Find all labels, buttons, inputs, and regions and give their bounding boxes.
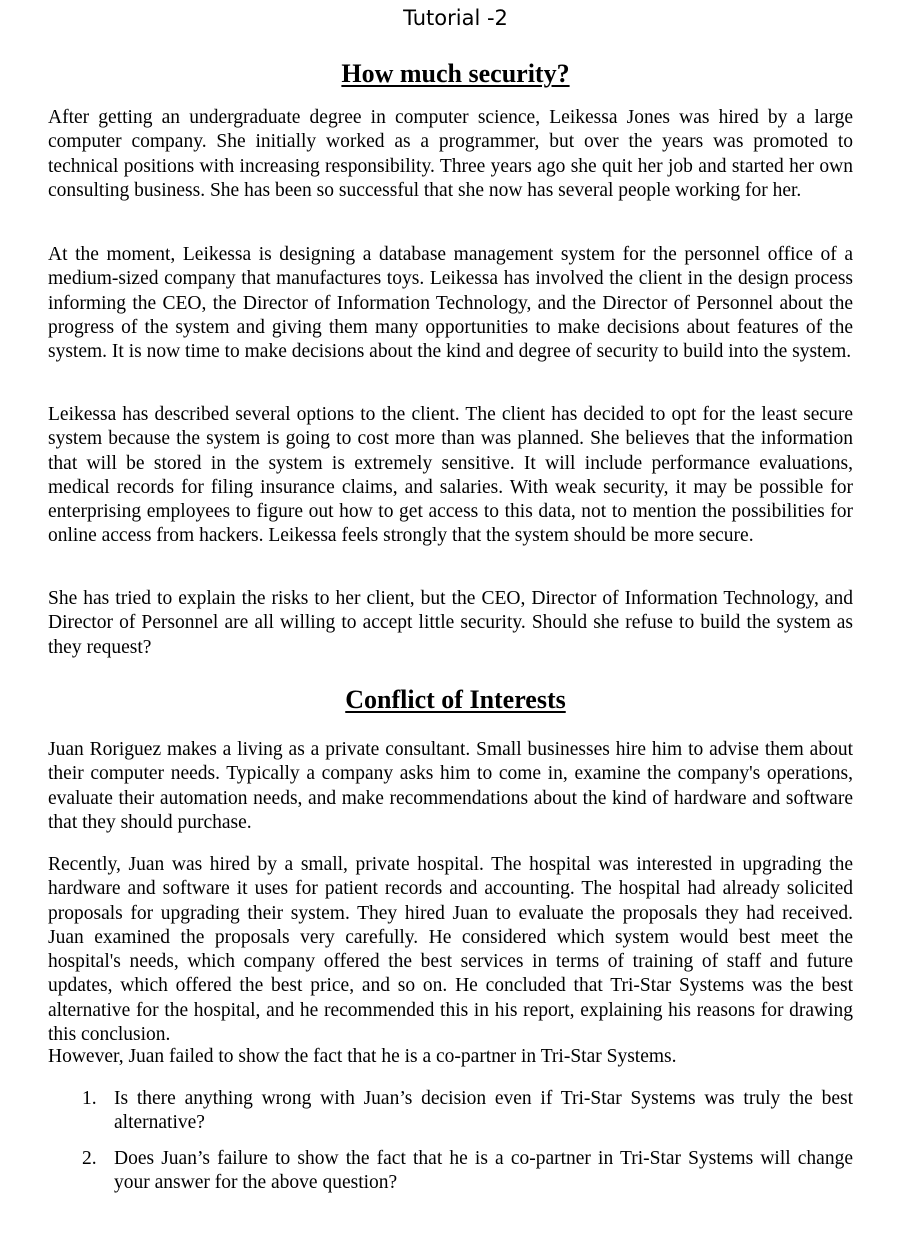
- paragraph: Recently, Juan was hired by a small, private hospital. The hospital was interested in upgrading the hardware and software it uses for patient records and accounting. The hospital had already solicited proposals for upgrading their system. They hired Juan to evaluate the proposals they had received. Juan examined the proposals very carefully. He considered which system would best meet the hospital's needs, which company offered the best services in terms of training of staff and future updates, which offered the best price, and so on. He concluded that Tri-Star Systems was the best alternative for the hospital, and he recommended this in his report, explaining his reasons for drawing this conclusion.: [48, 854, 853, 1046]
- section-heading-security: How much security?: [341, 59, 570, 88]
- paragraph: However, Juan failed to show the fact that he is a co-partner in Tri-Star Systems.: [48, 1046, 677, 1067]
- list-item-number: 1.: [82, 1088, 97, 1109]
- paragraph: At the moment, Leikessa is designing a database management system for the personnel office of a medium-sized company that manufactures toys. Leikessa has involved the client in the design process informing the CEO, the Director of Information Technology, and the Director of Personnel about the progress of the system and giving them many opportunities to make decisions about features of the system. It is now time to make decisions about the kind and degree of security to build into the system.: [48, 244, 853, 363]
- list-item: [48, 1147, 853, 1196]
- list-item-text: Does Juan’s failure to show the fact that he is a co-partner in Tri-Star Systems will change your answer for the above question?: [114, 1147, 853, 1193]
- section-heading-conflict: Conflict of Interests: [345, 685, 566, 714]
- list-item-text: Is there anything wrong with Juan’s decision even if Tri-Star Systems was truly the best alternative?: [114, 1088, 853, 1134]
- list-item-number: 2.: [82, 1147, 97, 1169]
- questions-list: [48, 1087, 853, 1206]
- paragraph: Juan Roriguez makes a living as a private consultant. Small businesses hire him to advise them about their computer needs. Typically a company asks him to come in, examine the company's operations, evaluate their automation needs, and make recommendations about the kind of hardware and software that they should purchase.: [48, 739, 853, 833]
- paragraph: She has tried to explain the risks to her client, but the CEO, Director of Information Technology, and Director of Personnel are all willing to accept little security. Should she refuse to build the system as they request?: [48, 588, 853, 658]
- list-item: [48, 1087, 853, 1136]
- paragraph: After getting an undergraduate degree in computer science, Leikessa Jones was hired by a large computer company. She initially worked as a programmer, but over the years was promoted to technical positions with increasing responsibility. Three years ago she quit her job and started her own consulting business. She has been so successful that she now has several people working for her.: [48, 107, 853, 201]
- document-title: Tutorial -2: [403, 6, 508, 30]
- paragraph: Leikessa has described several options to the client. The client has decided to opt for the least secure system because the system is going to cost more than was planned. She believes that the information that will be stored in the system is extremely sensitive. It will include performance evaluations, medical records for filing insurance claims, and salaries. With weak security, it may be possible for enterprising employees to figure out how to get access to this data, not to mention the possibilities for online access from hackers. Leikessa feels strongly that the system should be more secure.: [48, 404, 853, 547]
